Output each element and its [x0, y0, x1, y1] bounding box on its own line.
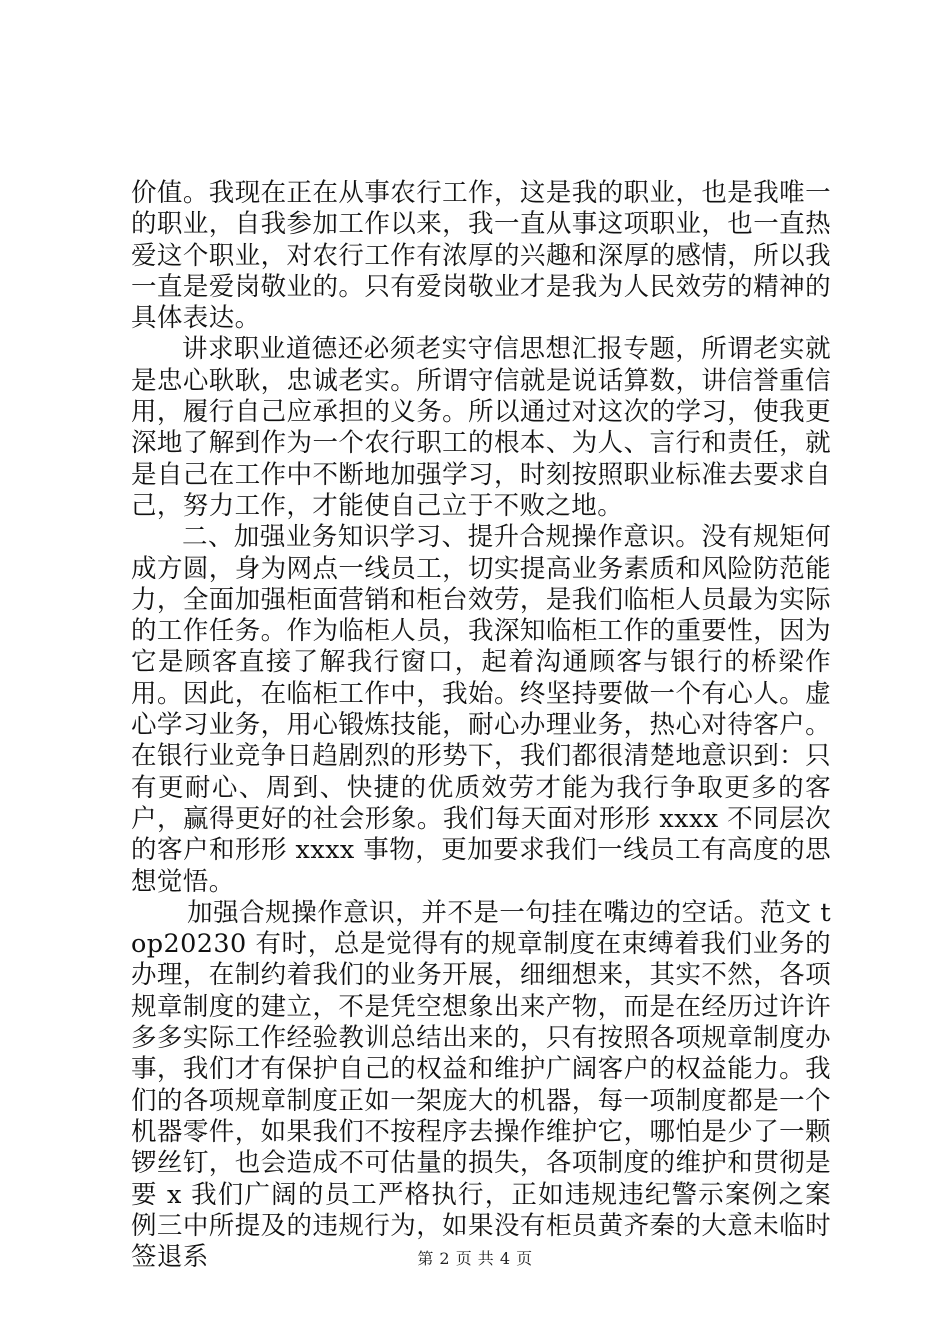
paragraph-1: 价值。我现在正在从事农行工作，这是我的职业，也是我唯一的职业，自我参加工作以来，我一直从事这项职业，也一直热爱这个职业，对农行工作有浓厚的兴趣和深厚的感情，所以我一直是爱岗敬业的。只有爱岗敬业才是我为人民效劳的精神的具体表达。 [131, 178, 831, 334]
paragraph-3: 二、加强业务知识学习、提升合规操作意识。没有规矩何成方圆，身为网点一线员工，切实提高业务素质和风险防范能力，全面加强柜面营销和柜台效劳，是我们临柜人员最为实际的工作任务。作为临柜人员，我深知临柜工作的重要性，因为它是顾客直接了解我行窗口，起着沟通顾客与银行的桥梁作用。因此，在临柜工作中，我始。终坚持要做一个有心人。虚心学习业务，用心锻炼技能，耐心办理业务，热心对待客户。在银行业竞争日趋剧烈的形势下，我们都很清楚地意识到：只有更耐心、周到、快捷的优质效劳才能为我行争取更多的客户，赢得更好的社会形象。我们每天面对形形 xxxx 不同层次的客户和形形 xxxx 事物，更加要求我们一线员工有高度的思想觉悟。 [131, 522, 831, 897]
paragraph-2: 讲求职业道德还必须老实守信思想汇报专题，所谓老实就是忠心耿耿，忠诚老实。所谓守信就是说话算数，讲信誉重信用，履行自己应承担的义务。所以通过对这次的学习，使我更深地了解到作为一个农行职工的根本、为人、言行和责任，就是自己在工作中不断地加强学习，时刻按照职业标准去要求自己，努力工作，才能使自己立于不败之地。 [131, 334, 831, 521]
paragraph-4: 加强合规操作意识，并不是一句挂在嘴边的空话。范文 top20230 有时，总是觉得有的规章制度在束缚着我们业务的办理，在制约着我们的业务开展，细细想来，其实不然，各项规章制度的建立，不是凭空想象出来产物，而是在经历过许许多多实际工作经验教训总结出来的，只有按照各项规章制度办事，我们才有保护自己的权益和维护广阔客户的权益能力。我们的各项规章制度正如一架庞大的机器，每一项制度都是一个机器零件，如果我们不按程序去操作维护它，哪怕是少了一颗锣丝钉，也会造成不可估量的损失，各项制度的维护和贯彻是要 x 我们广阔的员工严格执行，正如违规违纪警示案例之案例三中所提及的违规行为，如果没有柜员黄齐秦的大意未临时签退系 [131, 897, 831, 1273]
document-body [131, 178, 831, 1273]
page-footer: 第 2 页 共 4 页 [417, 1249, 533, 1268]
